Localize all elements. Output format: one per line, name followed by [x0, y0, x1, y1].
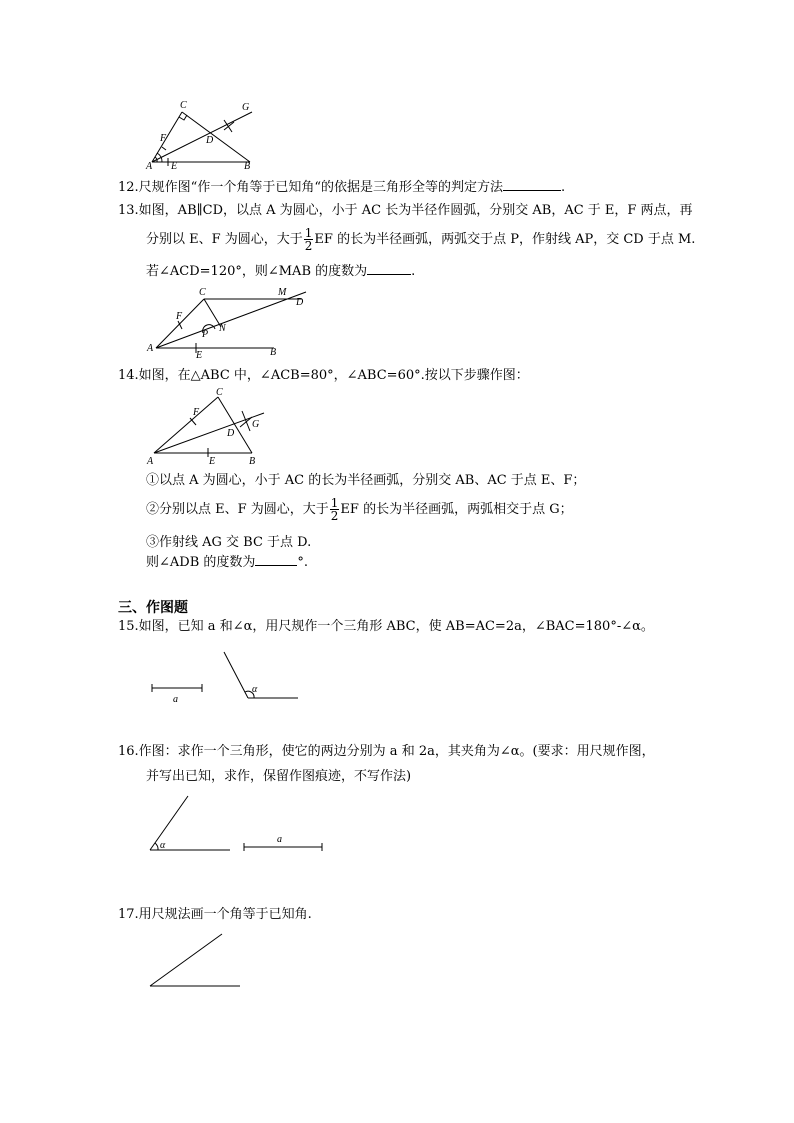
q13-label-c: C: [199, 287, 206, 298]
q14-step1: ①以点 A 为圆心，小于 AC 的长为半径画弧，分别交 AB、AC 于点 E、F；: [146, 473, 586, 488]
q13-fraction: [304, 227, 314, 252]
q13-label-m: M: [278, 287, 287, 298]
q14-diagram: [144, 385, 274, 467]
q15-label-alpha: α: [252, 684, 258, 695]
q13-label-f: F: [176, 311, 183, 322]
q14-frac-den: 2: [330, 509, 339, 523]
q14-fraction: [330, 497, 340, 522]
section-3-title: 三、作图题: [118, 600, 188, 616]
q15-label-a: a: [173, 694, 178, 705]
q13-line2: [146, 227, 695, 252]
q14-label-f: F: [193, 407, 200, 418]
q14-label-a: A: [147, 456, 154, 467]
q17-question: 17.用尺规法画一个角等于已知角.: [118, 907, 312, 922]
q12-label-f: F: [160, 133, 167, 144]
q13-line3-text: 若∠ACD=120°，则∠MAB 的度数为: [146, 264, 368, 279]
q16-line2: 并写出已知，求作，保留作图痕迹，不写作法): [146, 769, 412, 784]
q13-diagram: [144, 285, 314, 360]
q14-step2: [146, 497, 573, 522]
q13-label-b: B: [270, 347, 277, 358]
q13-line1: 13.如图，AB∥CD，以点 A 为圆心，小于 AC 长为半径作圆弧，分别交 AB，AC 于 E，F 两点，再: [118, 203, 693, 218]
q13-label-n: N: [219, 323, 226, 334]
q14-label-d: D: [227, 428, 235, 439]
q15-question: 15.如图，已知 a 和∠α，用尺规作一个三角形 ABC，使 AB=AC=2a，∠BAC=180°-∠α。: [118, 619, 654, 634]
q14-label-e: E: [209, 456, 216, 467]
q13-label-p: P: [202, 329, 209, 340]
q13-frac-num: 1: [304, 226, 313, 240]
q13-line3: [146, 262, 415, 281]
q14-label-g: G: [252, 419, 260, 430]
q14-answer-blank[interactable]: [255, 553, 297, 566]
q12-question: [118, 178, 565, 197]
q16-line1: 16.作图：求作一个三角形，使它的两边分别为 a 和 2a，其夹角为∠α。(要求：用尺规作图，: [118, 744, 655, 759]
q13-line2-b: EF 的长为半径画弧，两弧交于点 P，作射线 AP，交 CD 于点 M.: [314, 232, 696, 247]
q12-label-c: C: [180, 100, 187, 111]
q15-diagram: [146, 648, 306, 708]
q13-end: .: [411, 264, 416, 279]
q12-diagram: [140, 98, 280, 173]
q12-text: 12.尺规作图“作一个角等于已知角“的依据是三角形全等的判定方法: [118, 180, 503, 195]
q17-diagram: [148, 930, 248, 990]
q12-label-e: E: [171, 161, 178, 172]
q14-last-b: °.: [297, 555, 309, 570]
q14-last: [146, 553, 308, 572]
q13-label-e: E: [196, 350, 203, 360]
q12-label-b: B: [244, 161, 251, 172]
q14-label-b: B: [249, 456, 256, 467]
q16-label-alpha: α: [160, 840, 166, 851]
q14-step3: ③作射线 AG 交 BC 于点 D.: [146, 535, 312, 550]
q13-answer-blank[interactable]: [367, 262, 411, 275]
q12-label-a: A: [146, 161, 153, 172]
q14-label-c: C: [216, 387, 223, 398]
q14-step2-b: EF 的长为半径画弧，两弧相交于点 G；: [340, 502, 573, 517]
q12-answer-blank[interactable]: [503, 178, 561, 191]
q12-label-g: G: [242, 102, 250, 113]
q13-line2-a: 分别以 E、F 为圆心，大于: [146, 232, 303, 247]
q14-line1: 14.如图，在△ABC 中，∠ACB=80°，∠ABC=60°.按以下步骤作图：: [118, 368, 529, 383]
q13-frac-den: 2: [304, 239, 313, 253]
q16-diagram: [146, 792, 326, 854]
q14-last-a: 则∠ADB 的度数为: [146, 555, 256, 570]
q16-label-a: a: [277, 834, 282, 845]
q13-label-a: A: [147, 343, 154, 354]
q12-label-d: D: [206, 135, 214, 146]
q14-frac-num: 1: [330, 496, 339, 510]
q14-step2-a: ②分别以点 E、F 为圆心，大于: [146, 502, 329, 517]
q13-label-d: D: [296, 297, 304, 308]
q12-end: .: [560, 180, 566, 195]
